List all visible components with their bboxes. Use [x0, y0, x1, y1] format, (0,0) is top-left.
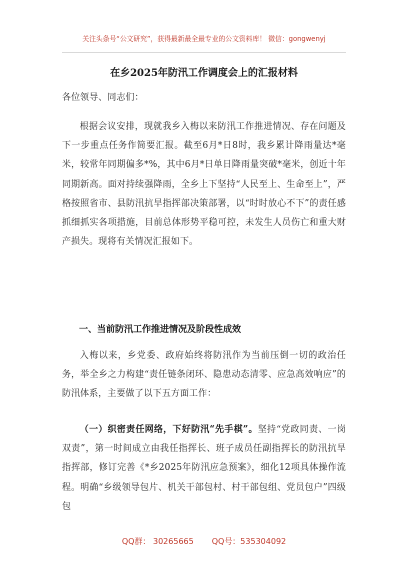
item-heading-1: （一）织密责任网络，下好防汛“先手棋”。	[79, 425, 258, 435]
document-title: 在乡2025年防汛工作调度会上的汇报材料	[110, 68, 298, 79]
footer-qq-group: QQ群： 30265665	[121, 537, 194, 546]
item-paragraph-1	[62, 421, 346, 517]
footer-contact	[62, 536, 346, 547]
item-text-1: 坚持“党政同责、一岗双责”，第一时间成立由我任指挥长、班子成员任副指挥长的防汛抗旱指挥部，修订完善《*乡2025年防汛应急预案》，细化12项具体操作流程。明确“乡级领导包片、机关干部包村、村干部包组、党员包户”四级包	[62, 425, 346, 512]
intro-paragraph: 根据会议安排，现就我乡入梅以来防汛工作推进情况、存在问题及下一步重点任务作简要汇报。截至6月*日8时，我乡累计降雨量达*毫米，较常年同期偏多*%，其中6月*日单日降雨量突破*毫米，创近十年同期新高。面对持续强降雨，全乡上下坚持“人民至上、生命至上”，严格按照省市、县防汛抗旱指挥部决策部署，以“时时放心不下”的责任感抓细抓实各项措施，目前总体形势平稳可控，未发生人员伤亡和重大财产损失。现将有关情况汇报如下。	[62, 122, 346, 248]
section-intro-paragraph: 入梅以来，乡党委、政府始终将防汛作为当前压倒一切的政治任务，举全乡之力构建“责任链条闭环、隐患动态清零、应急高效响应”的防汛体系，主要做了以下五方面工作：	[62, 351, 346, 400]
section-heading-1: 一、当前防汛工作推进情况及阶段性成效	[79, 325, 242, 335]
header-divider	[62, 52, 346, 53]
salutation: 各位领导、同志们：	[62, 93, 144, 103]
header-promo-note: 关注头条号“公文研究”，获得最新最全最专业的公文资料库！ 微信：gongwenyj	[82, 35, 326, 43]
footer-qq-number: QQ号：535304092	[211, 537, 287, 546]
